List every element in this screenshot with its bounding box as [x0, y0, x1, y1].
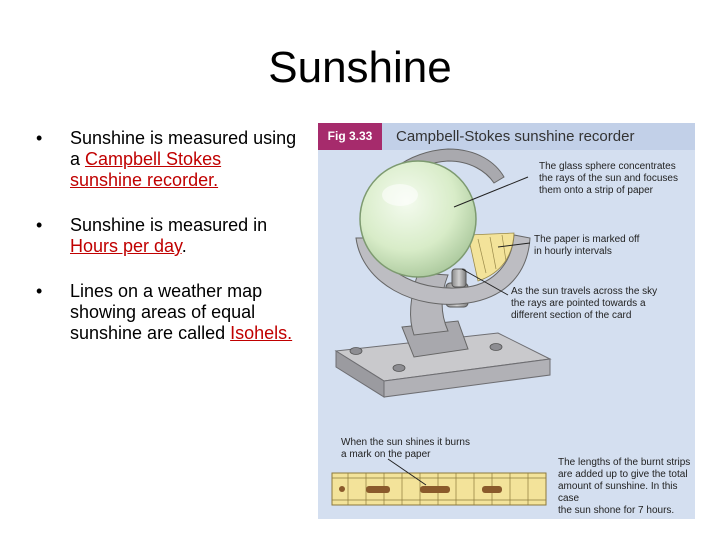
bullet-text-end: .: [181, 236, 187, 256]
screw-icon: [350, 348, 362, 355]
screw-icon: [393, 365, 405, 372]
bullet-text: Sunshine is measured using a: [70, 128, 297, 169]
burn-mark: [366, 486, 390, 493]
recorder-figure: [318, 123, 695, 519]
screw-icon: [490, 344, 502, 351]
figure-title: Campbell-Stokes sunshine recorder: [396, 128, 635, 145]
bullet-item: [36, 281, 298, 344]
bullet-list: [36, 128, 298, 368]
bullet-text: Lines on a weather map showing areas of equal sunshine are called: [70, 281, 263, 343]
bullet-link[interactable]: Campbell Stokes sunshine recorder.: [70, 149, 222, 190]
bullet-item: [36, 215, 298, 257]
bullet-link[interactable]: Isohels.: [230, 323, 293, 343]
caption-paper: The paper is marked off in hourly intervals: [534, 234, 640, 257]
figure-number-badge: Fig 3.33: [318, 123, 382, 150]
glass-sphere: [360, 161, 476, 277]
caption-total: The lengths of the burnt strips are added up to give the total amount of sunshine. In this case the sun shone for 7 hours.: [558, 457, 691, 516]
bullet-glyph: •: [36, 128, 43, 148]
caption-burn: When the sun shines it burns a mark on the paper: [341, 437, 470, 460]
pedestal-collar: [452, 269, 466, 287]
burn-mark: [420, 486, 450, 493]
bullet-glyph: •: [36, 281, 43, 301]
bullet-glyph: •: [36, 215, 43, 235]
caption-sphere: The glass sphere concentrates the rays of the sun and focuses them onto a strip of paper: [539, 161, 678, 196]
strip-dot-icon: [339, 486, 345, 492]
bullet-text: Sunshine is measured in: [70, 215, 268, 235]
slide-title: Sunshine: [268, 43, 452, 92]
bullet-link[interactable]: Hours per day: [70, 236, 182, 256]
bullet-item: [36, 128, 298, 191]
caption-travel: As the sun travels across the sky the rays are pointed towards a different section of the card: [511, 286, 658, 321]
sphere-highlight: [382, 184, 418, 206]
burn-mark: [482, 486, 502, 493]
